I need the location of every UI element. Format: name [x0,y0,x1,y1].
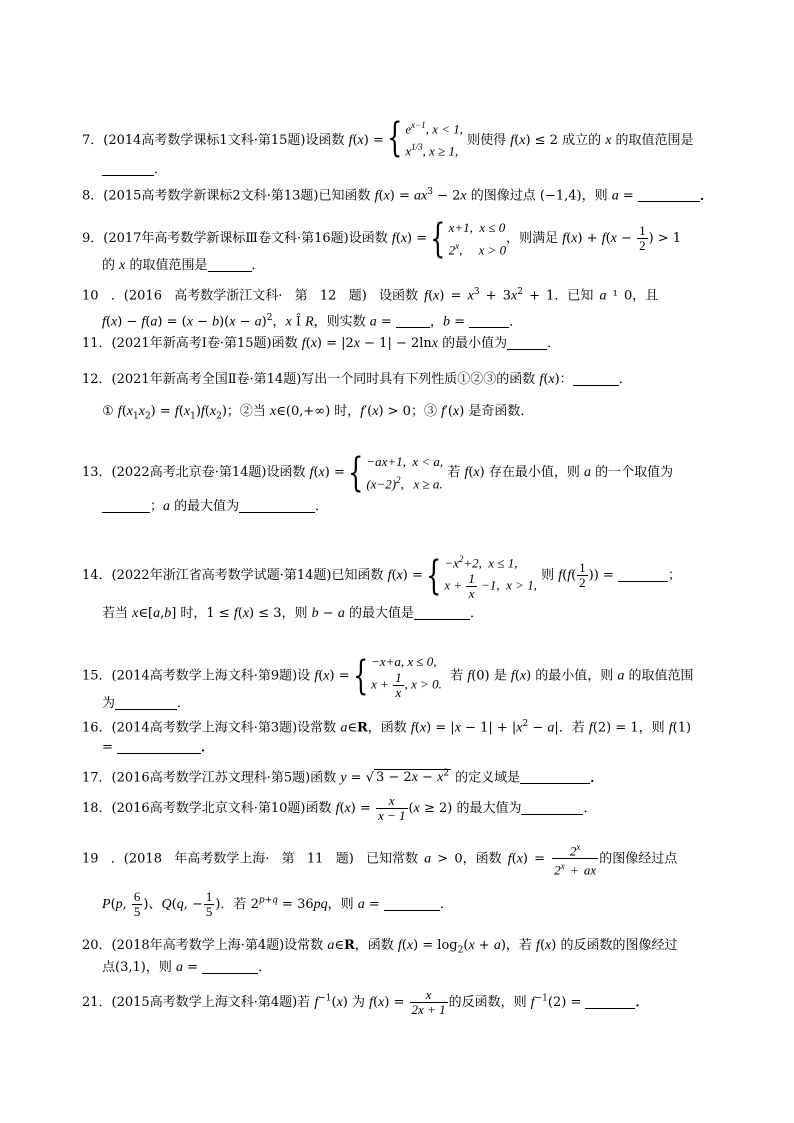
answer-blank[interactable] [585,994,635,1009]
answer-blank[interactable] [117,739,201,754]
problem-12-line-1: 12．(2021年新高考全国Ⅱ卷·第14题)写出一个同时具有下列性质①②③的函数 f(x)： ． [82,372,632,387]
answer-blank[interactable] [521,800,583,815]
problem-14-line-1: 14．(2022年浙江省高考数学试题·第14题)已知函数 f(x) ={ $-x^2+2$, x ≤ 1, x + $\frac{1}{x}$ −1, x > 1, 则 f(f( $\frac{1}{2}$ )) = ； [82,552,681,602]
problem-10-line-1: 10 ．(2016 高考数学浙江文科· 第 12 题) 设函数 $f(x) = x^3 + 3x^2 + 1$．已知 a ¹ 0，且 [82,287,659,304]
problem-18-line-1: 18．(2016高考数学北京文科·第10题)函数 f(x) = $\frac{x}{x - 1}$ (x ≥ 2) 的最大值为 ． [82,793,597,823]
problem-13-line-1: 13．(2022高考北京卷·第14题)设函数 f(x) ={ −ax+1, x < a, $(x-2)^2$, x ≥ a. 若 f(x) 存在最小值，则 a 的一个取值为 [82,449,674,496]
answer-blank[interactable] [618,567,668,582]
problem-13-line-2: ；a 的最大值为 ． [102,497,328,517]
problem-9-line-2: 的 x 的取值范围是 ． [102,258,265,273]
problem-12-line-2: ① $f(x_1x_2) = f(x_1)f(x_2)$；②当 x∈(0,+∞) 时，f′(x) > 0；③ f′(x) 是奇函数． [102,404,534,422]
problem-8-line-1: 8．(2015高考数学新课标2文科·第13题)已知函数 $f(x) = ax^3 - 2x$ 的图像过点 (−1,4)，则 a = ． [82,187,713,204]
answer-blank[interactable] [102,498,150,513]
problem-16-line-1: 16．(2014高考数学上海文科·第3题)设常数 a∈R，函数 $f(x) = |x - 1| + |x^2 - a|$．若 f(2) = 1，则 f(1) [82,719,692,736]
problem-16-line-2: = ． [102,740,215,755]
answer-blank[interactable] [638,187,700,202]
answer-blank[interactable] [507,335,547,350]
problem-7-line-1: 7．(2014高考数学课标1文科·第15题)设函数 f(x) ={ $e^{x-1}$, x < 1, $x^{1/3}$, x ≥ 1, 则使得 f(x) ≤ 2 成立的 x 的取值范围是 [82,115,694,162]
problem-15-line-1: 15．(2014高考数学上海文科·第9题)设 f(x) ={ −x+a, x ≤ 0, x + $\frac{1}{x}$ , x > 0. 若 f(0) 是 f(x) 的最小值，则 a 的取值范围 [82,653,694,700]
problem-19-line-2: P(p, $\frac{6}{5}$ )、Q(q, − $\frac{1}{5}$ )．若 $2^{p+q} = 36pq$，则 a = ． [102,889,453,919]
problem-21-line-1: 21．(2015高考数学上海文科·第4题)若 $f^{-1}(x)$ 为 f(x) = $\frac{x}{2x + 1}$ 的反函数，则 $f^{-1}(2)$ = ． [82,987,649,1017]
problem-9-line-1: 9．(2017年高考数学新课标Ⅲ卷文科·第16题)设函数 f(x) ={ x+1, x ≤ 0 2$^x$, x > 0 ，则满足 f(x) + f(x − $\frac{1}{2}$ ) > 1 [82,215,682,262]
problem-10-line-2: $f(x) - f(a) = (x - b)(x - a)^2$，x Î R，则实数 a = ，b = ． [102,313,523,330]
answer-blank[interactable] [520,769,590,784]
answer-blank[interactable] [396,313,430,328]
answer-blank[interactable] [102,161,154,176]
answer-blank[interactable] [239,498,315,513]
problem-7-text: 7．(2014高考数学课标1文科·第15题)设函数 f(x) = [82,132,384,148]
problem-11-line-1: 11．(2021年新高考Ⅰ卷·第15题)函数 f(x) = |2x − 1| − 2lnx 的最小值为 ． [82,336,561,351]
answer-blank[interactable] [469,313,509,328]
answer-blank[interactable] [573,371,619,386]
problem-14-line-2: 若当 x∈[a,b] 时，1 ≤ f(x) ≤ 3，则 b − a 的最大值是 ． [102,606,483,621]
problem-17-line-1: 17．(2016高考数学江苏文理科·第5题)函数 y = √ $3 - 2x - x^2$ 的定义域是 ． [82,769,604,786]
problem-20-line-1: 20．(2018年高考数学上海·第4题)设常数 a∈R，函数 $f(x) = \log_2(x + a)$，若 f(x) 的反函数的图像经过 [82,938,678,956]
problem-20-line-2: 点(3,1)，则 a = ． [102,960,272,975]
answer-blank[interactable] [202,959,258,974]
answer-blank[interactable] [208,257,252,272]
problem-15-line-2: 为 ． [102,696,191,711]
problem-7-line-2: ． [102,160,167,180]
problem-19-line-1: 19 ．(2018 年高考数学上海· 第 11 题) 已知常数 a > 0，函数 f(x) = $\frac{2^x}{2^x + ax}$ 的图像经过点 [82,842,678,878]
answer-blank[interactable] [414,605,470,620]
answer-blank[interactable] [115,695,177,710]
answer-blank[interactable] [384,896,440,911]
